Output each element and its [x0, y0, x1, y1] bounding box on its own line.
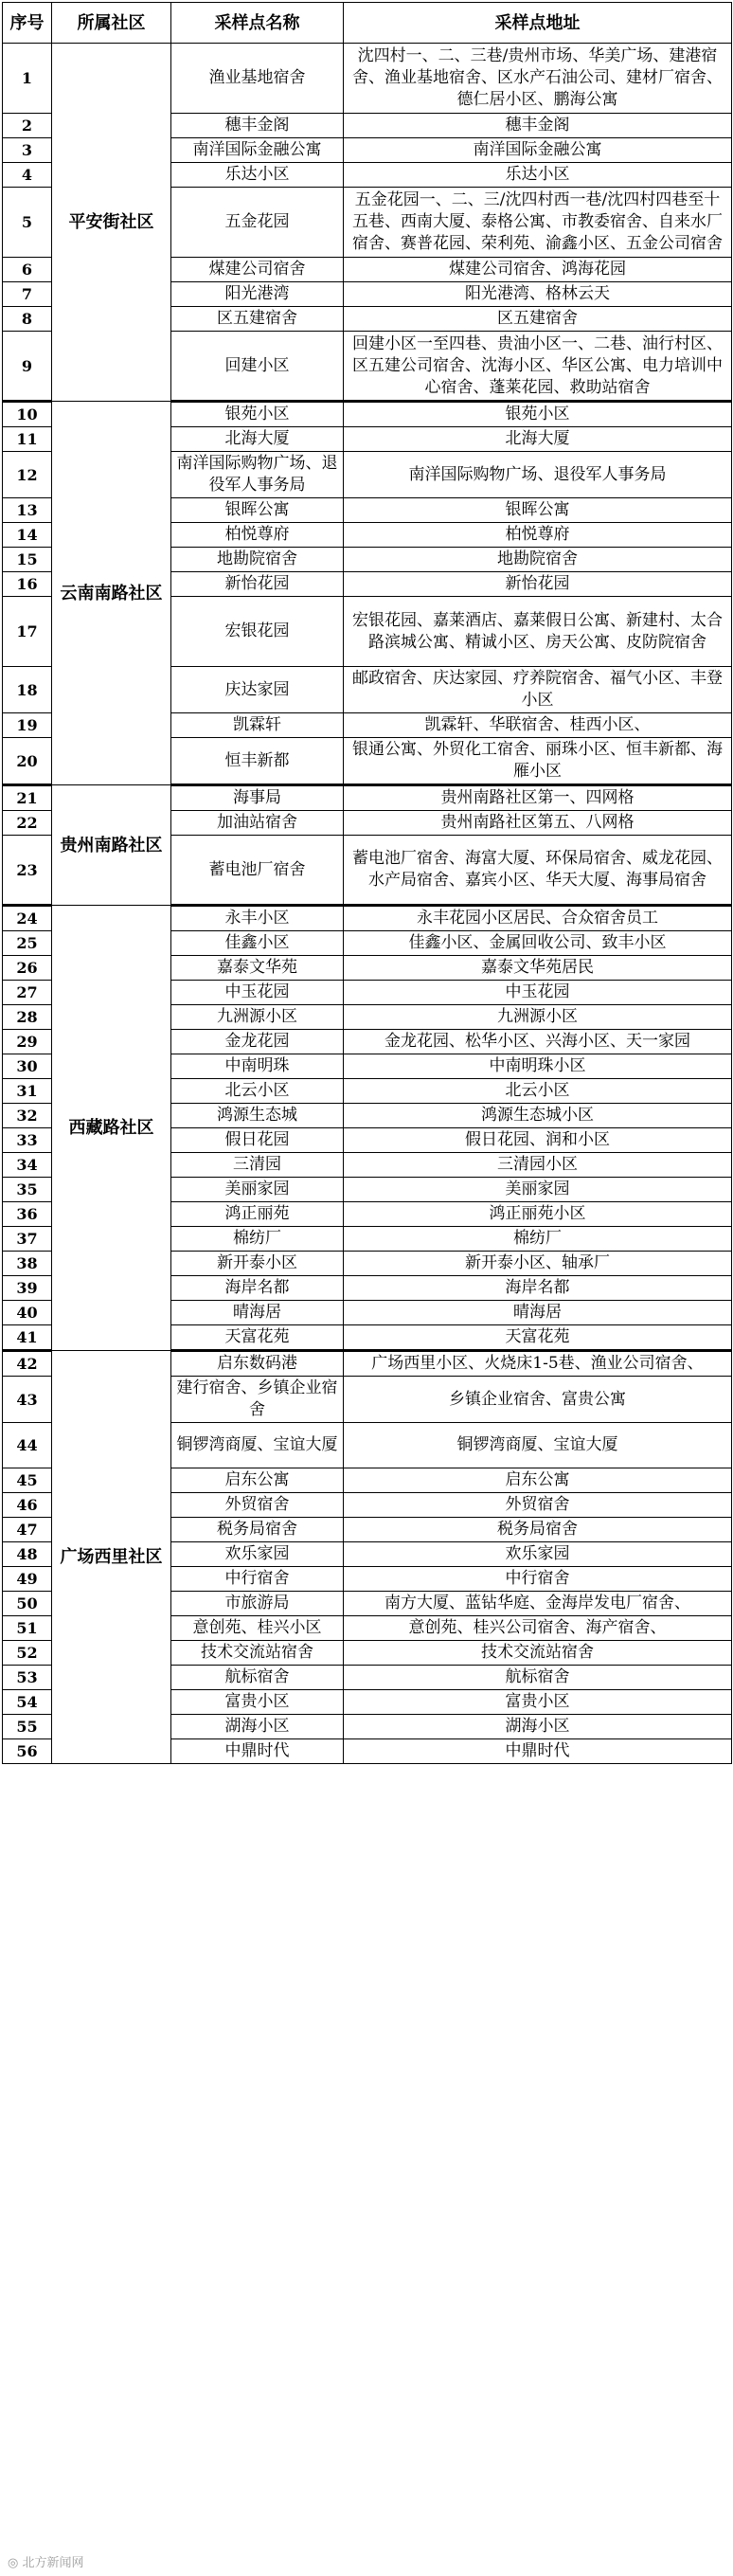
site-address: 假日花园、润和小区: [344, 1128, 732, 1153]
site-address: 外贸宿舍: [344, 1493, 732, 1518]
site-address: 启东公寓: [344, 1468, 732, 1493]
site-name: 海事局: [171, 785, 344, 811]
community-name: 平安街社区: [52, 44, 171, 402]
site-name: 天富花苑: [171, 1325, 344, 1351]
site-name: 海岸名都: [171, 1276, 344, 1301]
site-name: 煤建公司宿舍: [171, 258, 344, 282]
row-index: 20: [3, 738, 52, 785]
row-index: 29: [3, 1030, 52, 1054]
site-name: 北云小区: [171, 1079, 344, 1104]
site-address: 美丽家园: [344, 1178, 732, 1202]
row-index: 1: [3, 44, 52, 114]
row-index: 12: [3, 452, 52, 498]
site-address: 税务局宿舍: [344, 1518, 732, 1542]
site-address: 广场西里小区、火烧床1-5巷、渔业公司宿舍、: [344, 1351, 732, 1377]
site-name: 南洋国际金融公寓: [171, 138, 344, 163]
site-name: 中行宿舍: [171, 1567, 344, 1592]
row-index: 22: [3, 811, 52, 836]
row-index: 15: [3, 548, 52, 572]
row-index: 24: [3, 906, 52, 931]
site-name: 九洲源小区: [171, 1005, 344, 1030]
site-address: 五金花园一、二、三/沈四村西一巷/沈四村四巷至十五巷、西南大厦、泰格公寓、市教委宿舍、自来水厂宿舍、赛普花园、荣利苑、渝鑫小区、五金公司宿舍: [344, 188, 732, 258]
site-address: 技术交流站宿舍: [344, 1641, 732, 1666]
table-row: [3, 785, 732, 811]
row-index: 30: [3, 1054, 52, 1079]
row-index: 39: [3, 1276, 52, 1301]
site-address: 中鼎时代: [344, 1739, 732, 1764]
row-index: 28: [3, 1005, 52, 1030]
site-address: 回建小区一至四巷、贵油小区一、二巷、油行村区、区五建公司宿舍、沈海小区、华区公寓、电力培训中心宿舍、蓬莱花园、救助站宿舍: [344, 332, 732, 402]
table-row: [3, 1351, 732, 1377]
site-address: 永丰花园小区居民、合众宿舍员工: [344, 906, 732, 931]
site-address: 中南明珠小区: [344, 1054, 732, 1079]
row-index: 17: [3, 597, 52, 667]
site-address: 贵州南路社区第五、八网格: [344, 811, 732, 836]
row-index: 45: [3, 1468, 52, 1493]
site-address: 柏悦尊府: [344, 523, 732, 548]
site-address: 新怡花园: [344, 572, 732, 597]
site-name: 外贸宿舍: [171, 1493, 344, 1518]
site-name: 湖海小区: [171, 1715, 344, 1739]
row-index: 7: [3, 282, 52, 307]
site-name: 意创苑、桂兴小区: [171, 1616, 344, 1641]
row-index: 34: [3, 1153, 52, 1178]
header-site-name: 采样点名称: [171, 3, 344, 44]
site-name: 假日花园: [171, 1128, 344, 1153]
row-index: 10: [3, 402, 52, 427]
row-index: 27: [3, 981, 52, 1005]
site-name: 三清园: [171, 1153, 344, 1178]
site-name: 中鼎时代: [171, 1739, 344, 1764]
site-address: 穗丰金阁: [344, 114, 732, 138]
site-name: 恒丰新都: [171, 738, 344, 785]
row-index: 26: [3, 956, 52, 981]
site-address: 北海大厦: [344, 427, 732, 452]
site-address: 宏银花园、嘉莱酒店、嘉莱假日公寓、新建村、太合路滨城公寓、精诚小区、房天公寓、皮防院宿舍: [344, 597, 732, 667]
site-address: 南方大厦、蓝钻华庭、金海岸发电厂宿舍、: [344, 1592, 732, 1616]
site-name: 庆达家园: [171, 667, 344, 713]
site-address: 地勘院宿舍: [344, 548, 732, 572]
site-address: 乡镇企业宿舍、富贵公寓: [344, 1377, 732, 1423]
header-community: 所属社区: [52, 3, 171, 44]
row-index: 36: [3, 1202, 52, 1227]
row-index: 47: [3, 1518, 52, 1542]
site-name: 鸿正丽苑: [171, 1202, 344, 1227]
site-address: 北云小区: [344, 1079, 732, 1104]
row-index: 16: [3, 572, 52, 597]
site-name: 加油站宿舍: [171, 811, 344, 836]
table-row: [3, 906, 732, 931]
site-address: 欢乐家园: [344, 1542, 732, 1567]
row-index: 42: [3, 1351, 52, 1377]
community-name: 广场西里社区: [52, 1351, 171, 1764]
row-index: 23: [3, 836, 52, 906]
row-index: 25: [3, 931, 52, 956]
table-body: [3, 44, 732, 1764]
watermark-logo: ◎ 北方新闻网: [8, 2556, 84, 2570]
community-name: 云南南路社区: [52, 402, 171, 785]
site-name: 区五建宿舍: [171, 307, 344, 332]
site-name: 启东数码港: [171, 1351, 344, 1377]
row-index: 43: [3, 1377, 52, 1423]
row-index: 56: [3, 1739, 52, 1764]
row-index: 46: [3, 1493, 52, 1518]
site-address: 阳光港湾、格林云天: [344, 282, 732, 307]
site-address: 嘉泰文华苑居民: [344, 956, 732, 981]
site-address: 邮政宿舍、庆达家园、疗养院宿舍、福气小区、丰登小区: [344, 667, 732, 713]
site-name: 晴海居: [171, 1301, 344, 1325]
row-index: 31: [3, 1079, 52, 1104]
row-index: 18: [3, 667, 52, 713]
header-site-address: 采样点地址: [344, 3, 732, 44]
row-index: 52: [3, 1641, 52, 1666]
row-index: 32: [3, 1104, 52, 1128]
site-address: 天富花苑: [344, 1325, 732, 1351]
site-name: 凯霖轩: [171, 713, 344, 738]
site-address: 新开泰小区、轴承厂: [344, 1252, 732, 1276]
site-address: 湖海小区: [344, 1715, 732, 1739]
site-address: 贵州南路社区第一、四网格: [344, 785, 732, 811]
row-index: 54: [3, 1690, 52, 1715]
site-address: 南洋国际金融公寓: [344, 138, 732, 163]
row-index: 51: [3, 1616, 52, 1641]
row-index: 8: [3, 307, 52, 332]
community-name: 西藏路社区: [52, 906, 171, 1351]
site-address: 凯霖轩、华联宿舍、桂西小区、: [344, 713, 732, 738]
site-name: 永丰小区: [171, 906, 344, 931]
site-address: 佳鑫小区、金属回收公司、致丰小区: [344, 931, 732, 956]
site-address: 海岸名都: [344, 1276, 732, 1301]
site-address: 三清园小区: [344, 1153, 732, 1178]
row-index: 11: [3, 427, 52, 452]
row-index: 53: [3, 1666, 52, 1690]
row-index: 4: [3, 163, 52, 188]
header-index: 序号: [3, 3, 52, 44]
row-index: 6: [3, 258, 52, 282]
site-name: 银晖公寓: [171, 498, 344, 523]
site-address: 银通公寓、外贸化工宿舍、丽珠小区、恒丰新都、海雁小区: [344, 738, 732, 785]
site-name: 南洋国际购物广场、退役军人事务局: [171, 452, 344, 498]
site-name: 市旅游局: [171, 1592, 344, 1616]
sampling-site-table-container: [2, 2, 732, 1764]
site-address: 中行宿舍: [344, 1567, 732, 1592]
row-index: 48: [3, 1542, 52, 1567]
row-index: 38: [3, 1252, 52, 1276]
site-name: 柏悦尊府: [171, 523, 344, 548]
table-row: [3, 44, 732, 114]
site-name: 技术交流站宿舍: [171, 1641, 344, 1666]
site-address: 航标宿舍: [344, 1666, 732, 1690]
site-address: 乐达小区: [344, 163, 732, 188]
site-name: 五金花园: [171, 188, 344, 258]
site-name: 棉纺厂: [171, 1227, 344, 1252]
table-header-row: [3, 3, 732, 44]
row-index: 35: [3, 1178, 52, 1202]
site-address: 中玉花园: [344, 981, 732, 1005]
site-name: 乐达小区: [171, 163, 344, 188]
row-index: 33: [3, 1128, 52, 1153]
row-index: 49: [3, 1567, 52, 1592]
site-name: 金龙花园: [171, 1030, 344, 1054]
site-name: 中玉花园: [171, 981, 344, 1005]
site-address: 铜锣湾商厦、宝谊大厦: [344, 1423, 732, 1468]
row-index: 5: [3, 188, 52, 258]
site-name: 鸿源生态城: [171, 1104, 344, 1128]
site-name: 美丽家园: [171, 1178, 344, 1202]
site-name: 银苑小区: [171, 402, 344, 427]
site-address: 区五建宿舍: [344, 307, 732, 332]
row-index: 13: [3, 498, 52, 523]
site-name: 地勘院宿舍: [171, 548, 344, 572]
row-index: 50: [3, 1592, 52, 1616]
site-name: 税务局宿舍: [171, 1518, 344, 1542]
row-index: 3: [3, 138, 52, 163]
site-address: 鸿源生态城小区: [344, 1104, 732, 1128]
site-name: 穗丰金阁: [171, 114, 344, 138]
site-name: 新开泰小区: [171, 1252, 344, 1276]
row-index: 40: [3, 1301, 52, 1325]
site-address: 蓄电池厂宿舍、海富大厦、环保局宿舍、威龙花园、水产局宿舍、嘉宾小区、华天大厦、海事局宿舍: [344, 836, 732, 906]
row-index: 55: [3, 1715, 52, 1739]
site-name: 阳光港湾: [171, 282, 344, 307]
site-address: 意创苑、桂兴公司宿舍、海产宿舍、: [344, 1616, 732, 1641]
site-name: 欢乐家园: [171, 1542, 344, 1567]
site-name: 富贵小区: [171, 1690, 344, 1715]
site-address: 煤建公司宿舍、鸿海花园: [344, 258, 732, 282]
sampling-site-table: [2, 2, 732, 1764]
site-name: 启东公寓: [171, 1468, 344, 1493]
site-address: 沈四村一、二、三巷/贵州市场、华美广场、建港宿舍、渔业基地宿舍、区水产石油公司、建材厂宿舍、德仁居小区、鹏海公寓: [344, 44, 732, 114]
site-name: 新怡花园: [171, 572, 344, 597]
site-address: 晴海居: [344, 1301, 732, 1325]
site-name: 中南明珠: [171, 1054, 344, 1079]
row-index: 2: [3, 114, 52, 138]
row-index: 37: [3, 1227, 52, 1252]
site-name: 回建小区: [171, 332, 344, 402]
row-index: 21: [3, 785, 52, 811]
site-name: 北海大厦: [171, 427, 344, 452]
site-address: 富贵小区: [344, 1690, 732, 1715]
site-address: 南洋国际购物广场、退役军人事务局: [344, 452, 732, 498]
table-row: [3, 402, 732, 427]
site-address: 棉纺厂: [344, 1227, 732, 1252]
site-name: 佳鑫小区: [171, 931, 344, 956]
site-address: 鸿正丽苑小区: [344, 1202, 732, 1227]
site-address: 银苑小区: [344, 402, 732, 427]
site-name: 渔业基地宿舍: [171, 44, 344, 114]
site-address: 九洲源小区: [344, 1005, 732, 1030]
site-name: 蓄电池厂宿舍: [171, 836, 344, 906]
site-name: 航标宿舍: [171, 1666, 344, 1690]
community-name: 贵州南路社区: [52, 785, 171, 906]
site-name: 嘉泰文华苑: [171, 956, 344, 981]
row-index: 41: [3, 1325, 52, 1351]
row-index: 19: [3, 713, 52, 738]
site-name: 铜锣湾商厦、宝谊大厦: [171, 1423, 344, 1468]
site-address: 金龙花园、松华小区、兴海小区、天一家园: [344, 1030, 732, 1054]
site-name: 宏银花园: [171, 597, 344, 667]
site-name: 建行宿舍、乡镇企业宿舍: [171, 1377, 344, 1423]
row-index: 9: [3, 332, 52, 402]
row-index: 44: [3, 1423, 52, 1468]
row-index: 14: [3, 523, 52, 548]
site-address: 银晖公寓: [344, 498, 732, 523]
